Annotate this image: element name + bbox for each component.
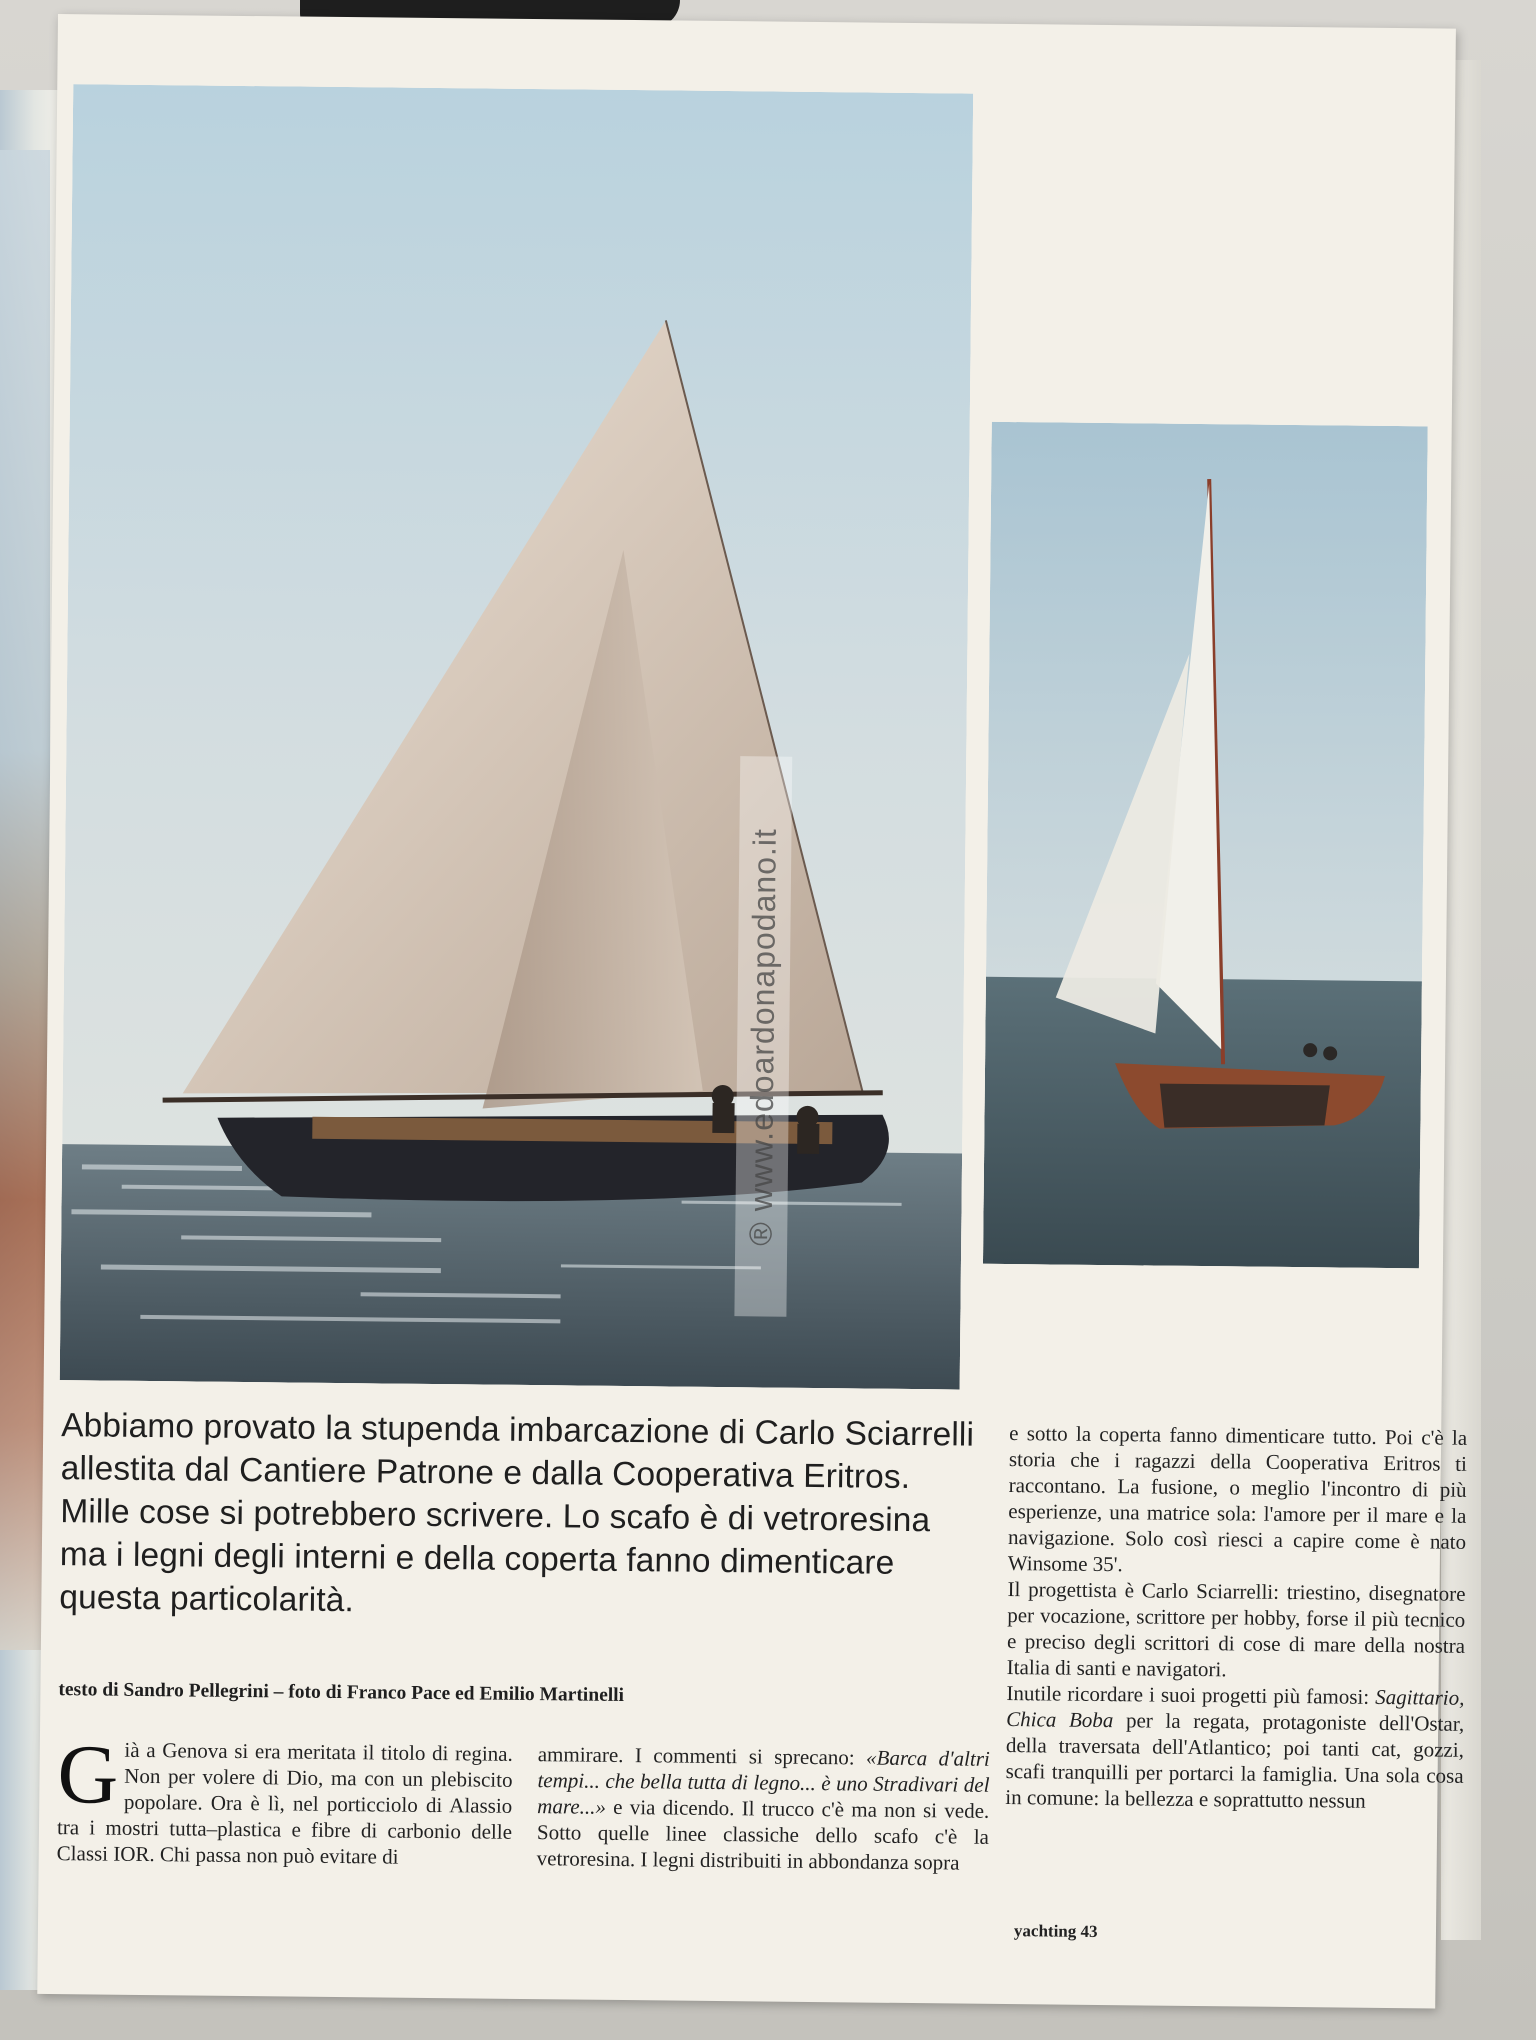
column-3-paragraph-3 (1005, 1680, 1464, 1815)
page-folio: yachting 43 (1013, 1921, 1098, 1941)
watermark: ® www.edoardonapodano.it (734, 756, 792, 1317)
text-column-3 (1005, 1420, 1467, 1815)
main-sailboat-photo (60, 84, 974, 1389)
text-column-2 (537, 1741, 990, 1876)
text-column-1 (56, 1728, 513, 1871)
column-3-text-b: per la regata, protagoniste dell'Ostar, della traversata dell'Atlantico; poi tanti cat, gozzi, scafi tranquilli per portarci la famiglia. Una sola cosa in comune: la bellezza e soprattutto nessun (1005, 1708, 1465, 1813)
article-lede: Abbiamo provato la stupenda imbarcazione di Carlo Sciarrelli allestita dal Cantiere Patrone e dalla Cooperativa Eritros. Mille cose si potrebbero scrivere. Lo scafo è di vetroresina ma i legni degli interni e della coperta fanno dimenticare questa particolarità. (59, 1407, 975, 1620)
article-credits: testo di Sandro Pellegrini – foto di Franco Pace ed Emilio Martinelli (58, 1679, 625, 1707)
column-1-text: ià a Genova si era meritata il titolo di regina. Non per volere di Dio, ma con un plebiscito popolare. Ora è lì, nel porticciolo di Alassio tra i mostri tutta–plastica e fibre di carbonio delle Classi IOR. Chi passa non può evitare di (56, 1737, 513, 1869)
drop-cap: G (57, 1728, 119, 1822)
column-3-paragraph-2: Il progettista è Carlo Sciarrelli: triestino, disegnatore per vocazione, scrittore per hobby, forse il più tecnico e preciso degli scrittori di cose di mare della nostra Italia di santi e navigatori. (1006, 1577, 1466, 1682)
column-2-quote: «Barca d'altri tempi... che bella tutta di legno... è uno Stradivari del mare...» (537, 1745, 990, 1819)
column-3-italic: Sagittario, Chica Boba (1006, 1684, 1465, 1733)
magazine-page (37, 14, 1468, 2009)
secondary-sailboat-photo (983, 422, 1428, 1269)
column-3-text-a: Inutile ricordare i suoi progetti più famosi: (1006, 1681, 1376, 1709)
column-2-text-a: ammirare. I commenti si sprecano: (537, 1742, 867, 1770)
column-3-paragraph-1: e sotto la coperta fanno dimenticare tutto. Poi c'è la storia che i ragazzi della Cooperativa Eritros ti raccontano. La fusione, o meglio l'incontro di più esperienze, una matrice sola: l'amore per il mare e la navigazione. Solo così riesci a capire come è nato Winsome 35'. (1007, 1421, 1468, 1577)
column-2-text-b: e via dicendo. Il trucco c'è ma non si vede. Sotto quelle linee classiche dello scafo c'è la vetroresina. I legni distribuiti in abbondanza sopra (536, 1794, 990, 1875)
